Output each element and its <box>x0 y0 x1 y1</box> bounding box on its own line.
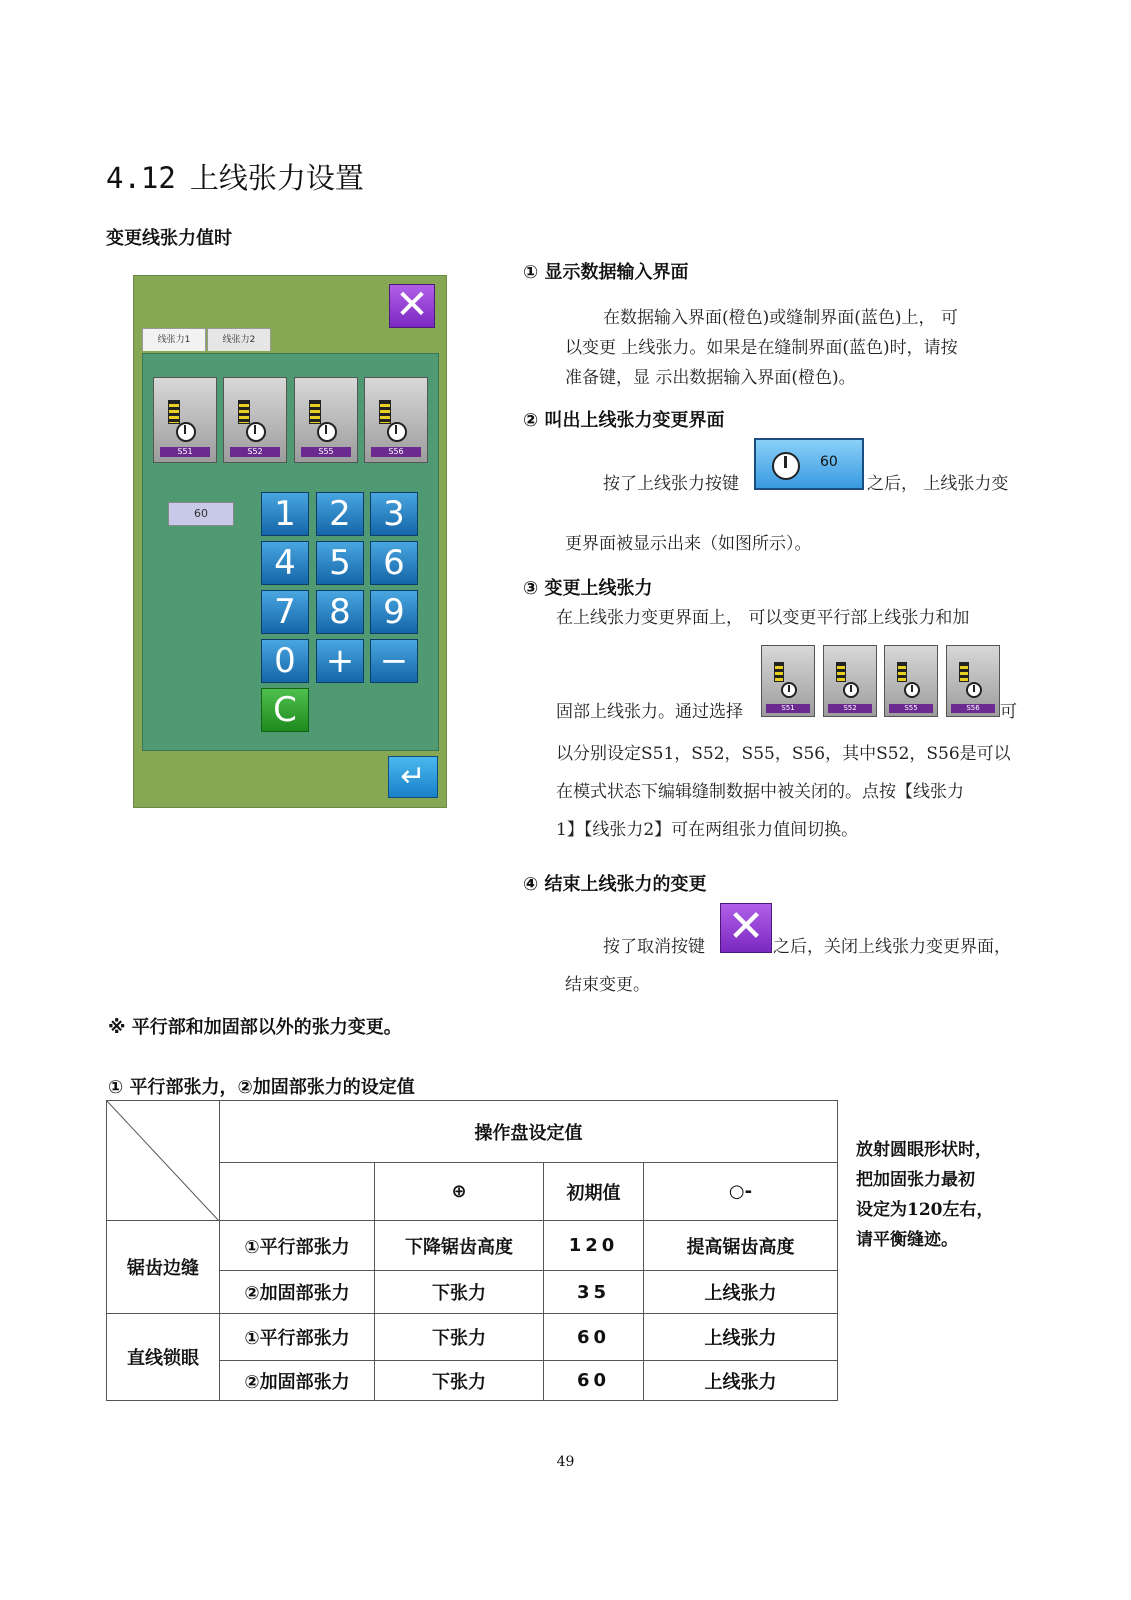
tab-thread-tension-2[interactable]: 线张力2 <box>207 328 271 351</box>
table-cell: 下张力 <box>375 1271 544 1314</box>
table-cell: ②加固部张力 <box>220 1361 375 1401</box>
table-row <box>107 1221 838 1271</box>
tension-button[interactable] <box>754 438 864 490</box>
table-cell: ①平行部张力 <box>220 1314 375 1361</box>
text-line: 1】【线张力2】可在两组张力值间切换。 <box>556 820 859 840</box>
text-line: 把加固张力最初 <box>856 1170 975 1190</box>
s-button-label: S51 <box>160 447 210 457</box>
table-cell: 下降锯齿高度 <box>375 1221 544 1271</box>
s-button-label: S51 <box>766 704 810 713</box>
text-line: 设定为120左右， <box>856 1200 994 1220</box>
close-button[interactable]: ✕ <box>389 284 435 328</box>
section-heading <box>106 156 364 197</box>
col-plus: ⊕ <box>375 1163 544 1221</box>
text-line: 更界面被显示出来（如图所示）。 <box>565 534 812 554</box>
table-cell: 120 <box>544 1221 644 1271</box>
key-4[interactable]: 4 <box>261 541 309 585</box>
key-0[interactable]: 0 <box>261 639 309 683</box>
table-cell: 提高锯齿高度 <box>644 1221 838 1271</box>
key-7[interactable]: 7 <box>261 590 309 634</box>
key-9[interactable]: 9 <box>370 590 418 634</box>
page-number: 49 <box>556 1454 575 1470</box>
text-line: 准备键，显 示出数据输入界面(橙色)。 <box>565 368 856 388</box>
spool-icon <box>897 662 907 682</box>
s-button-label: S56 <box>371 447 421 457</box>
spool-icon <box>379 400 391 424</box>
s51-icon <box>761 645 815 717</box>
key-2[interactable]: 2 <box>316 492 364 536</box>
spool-icon <box>238 400 250 424</box>
spool-icon <box>774 662 784 682</box>
step-2-title: ② 叫出上线张力变更界面 <box>523 410 725 431</box>
text-line: 在数据输入界面(橙色)或缝制界面(蓝色)上， 可 <box>603 308 958 328</box>
spool-icon <box>959 662 969 682</box>
key-6[interactable]: 6 <box>370 541 418 585</box>
table-cell: ②加固部张力 <box>220 1271 375 1314</box>
step-1-text <box>565 303 958 393</box>
s55-button[interactable] <box>294 377 358 463</box>
step-3-title: ③ 变更上线张力 <box>523 578 653 599</box>
key-8[interactable]: 8 <box>316 590 364 634</box>
table-cell: 60 <box>544 1314 644 1361</box>
text-line: 在上线张力变更界面上， 可以变更平行部上线张力和加 <box>556 608 970 628</box>
key-1[interactable]: 1 <box>261 492 309 536</box>
key-plus[interactable]: + <box>316 639 364 683</box>
s-button-label: S55 <box>889 704 933 713</box>
key-clear[interactable]: C <box>261 688 309 732</box>
s-button-label: S56 <box>951 704 995 713</box>
table-row <box>107 1314 838 1361</box>
text-line: 以变更 上线张力。如果是在缝制界面(蓝色)时，请按 <box>565 338 958 358</box>
text-line: 之后， 上线张力变 <box>867 474 1009 494</box>
dial-icon <box>966 682 982 698</box>
enter-button[interactable]: ↵ <box>388 756 438 798</box>
group-name: 锯齿边缝 <box>107 1221 220 1314</box>
remark: ※ 平行部和加固部以外的张力变更。 <box>108 1017 402 1038</box>
table-caption: ① 平行部张力，②加固部张力的设定值 <box>108 1077 415 1098</box>
text-line: 可 <box>1000 702 1017 722</box>
s-button-label: S55 <box>301 447 351 457</box>
table-cell: 60 <box>544 1361 644 1401</box>
text-line: 放射圆眼形状时， <box>856 1140 992 1160</box>
table-cell <box>220 1163 375 1221</box>
key-minus[interactable]: − <box>370 639 418 683</box>
text-line: 结束变更。 <box>565 975 650 995</box>
text-line: 之后，关闭上线张力变更界面， <box>773 937 1011 957</box>
tension-button-value: 60 <box>820 454 838 470</box>
s52-button[interactable] <box>223 377 287 463</box>
key-5[interactable]: 5 <box>316 541 364 585</box>
dial-icon <box>317 422 337 442</box>
text-line: 按了取消按键 <box>603 937 705 957</box>
s-button-label: S52 <box>828 704 872 713</box>
s-button-label: S52 <box>230 447 280 457</box>
dial-icon <box>387 422 407 442</box>
table-cell: 上线张力 <box>644 1271 838 1314</box>
table-cell: 35 <box>544 1271 644 1314</box>
table-cell: 下张力 <box>375 1314 544 1361</box>
s56-button[interactable] <box>364 377 428 463</box>
table-cell: 上线张力 <box>644 1314 838 1361</box>
diagonal-line <box>107 1101 219 1221</box>
spool-icon <box>309 400 321 424</box>
table-cell: ①平行部张力 <box>220 1221 375 1271</box>
side-note <box>856 1135 994 1255</box>
dial-icon <box>781 682 797 698</box>
step-4-title: ④ 结束上线张力的变更 <box>523 874 707 895</box>
text-line: 固部上线张力。通过选择 <box>556 702 743 722</box>
cancel-button[interactable]: ✕ <box>720 903 772 953</box>
tension-table <box>106 1100 838 1401</box>
text-line: 以分别设定S51，S52，S55，S56，其中S52，S56是可以 <box>556 744 1011 764</box>
group-name: 直线锁眼 <box>107 1314 220 1401</box>
table-header: 操作盘设定值 <box>220 1101 838 1163</box>
dial-icon <box>904 682 920 698</box>
section-title: 上线张力设置 <box>189 161 364 195</box>
s52-icon <box>823 645 877 717</box>
dial-icon <box>843 682 859 698</box>
s56-icon <box>946 645 1000 717</box>
panel-inner <box>142 353 439 751</box>
spool-icon <box>836 662 846 682</box>
table-cell: 上线张力 <box>644 1361 838 1401</box>
dial-icon <box>246 422 266 442</box>
table-cell: 下张力 <box>375 1361 544 1401</box>
spool-icon <box>168 400 180 424</box>
dial-icon <box>176 422 196 442</box>
text-line: 在模式状态下编辑缝制数据中被关闭的。点按【线张力 <box>556 782 964 802</box>
section-number: 4.12 <box>106 161 176 195</box>
col-initial: 初期值 <box>544 1163 644 1221</box>
tension-value-field[interactable]: 60 <box>168 502 234 526</box>
s55-icon <box>884 645 938 717</box>
tension-panel <box>133 275 447 808</box>
step-1-title: ① 显示数据输入界面 <box>523 262 689 283</box>
tab-thread-tension-1[interactable]: 线张力1 <box>142 328 206 351</box>
subheading: 变更线张力值时 <box>106 228 232 249</box>
text-line: 按了上线张力按键 <box>603 474 739 494</box>
diagonal-cell <box>107 1101 220 1221</box>
key-3[interactable]: 3 <box>370 492 418 536</box>
text-line: 请平衡缝迹。 <box>856 1230 958 1250</box>
col-minus: ○- <box>644 1163 838 1221</box>
table-row <box>107 1101 838 1163</box>
step-3-text <box>556 735 1011 849</box>
dial-icon <box>772 452 800 480</box>
s51-button[interactable] <box>153 377 217 463</box>
